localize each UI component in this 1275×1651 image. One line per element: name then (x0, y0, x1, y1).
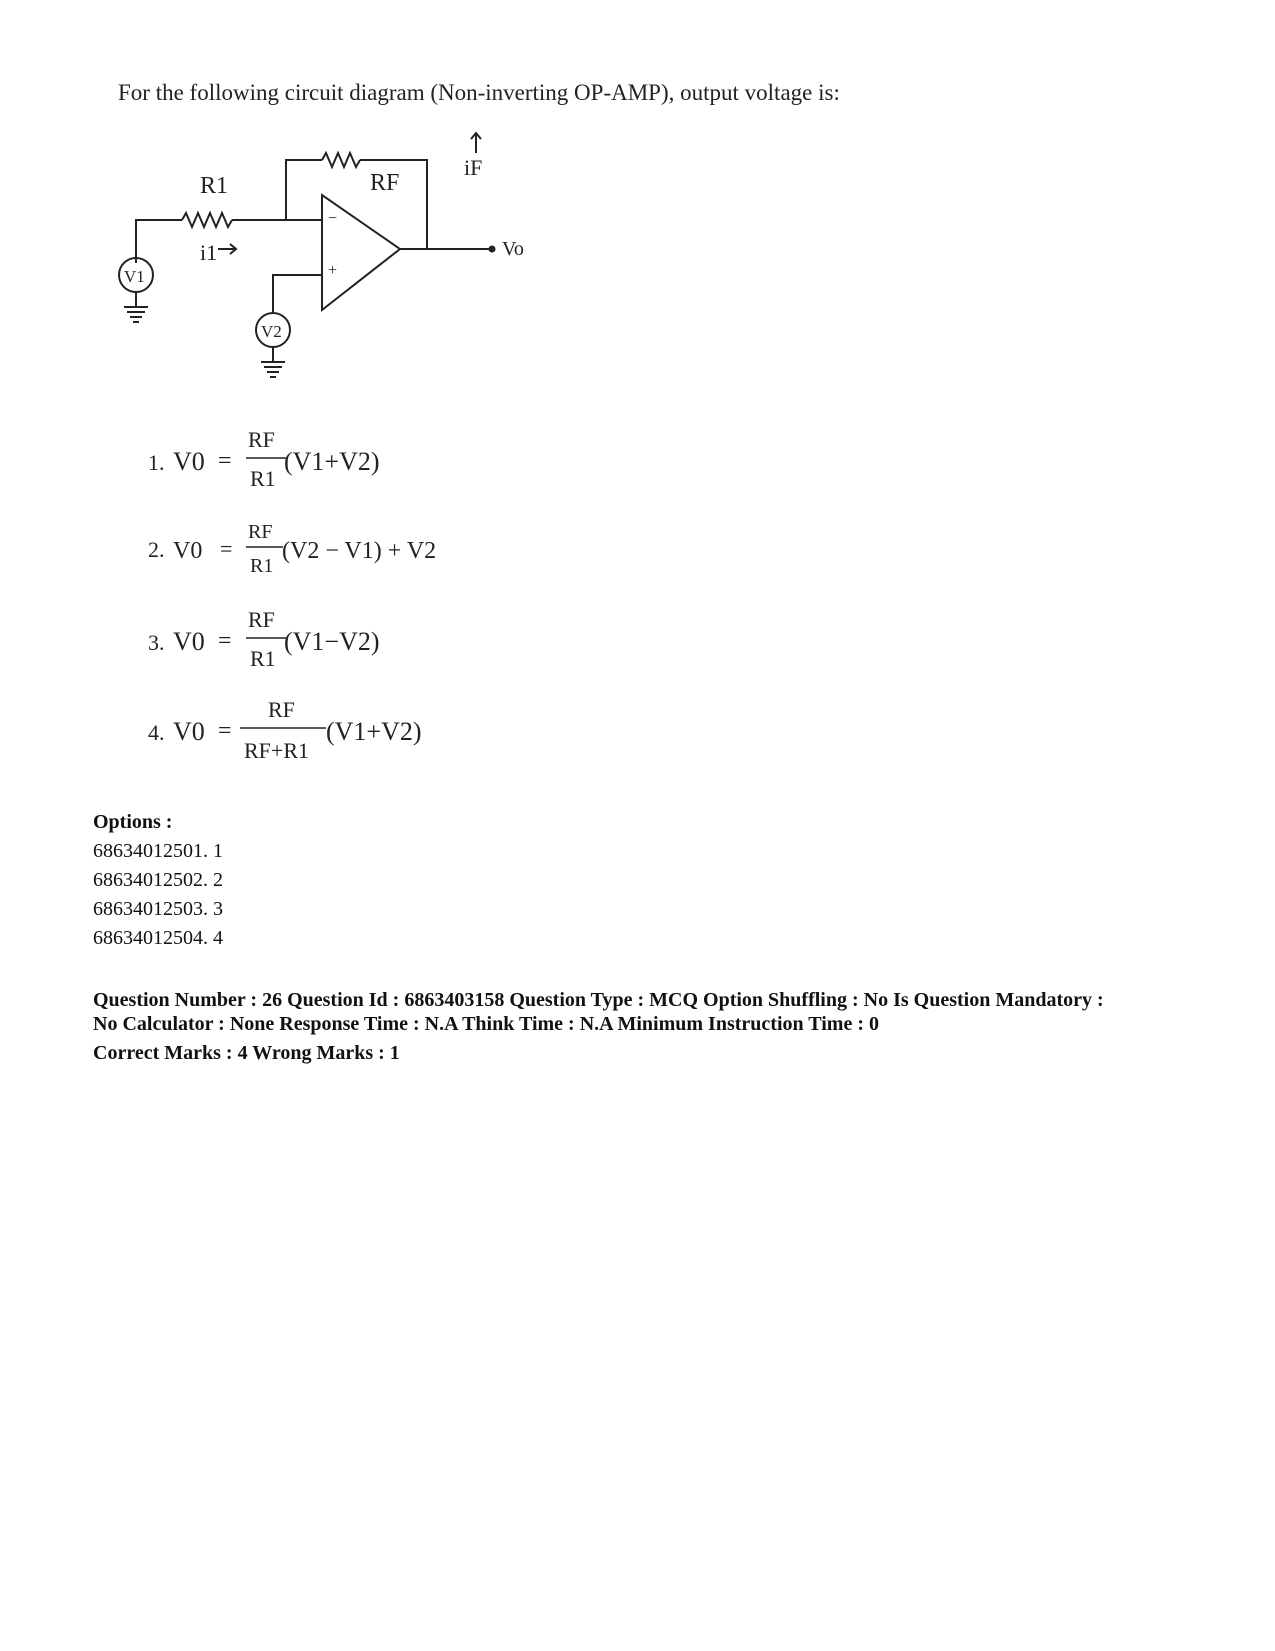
label-v1: V1 (124, 267, 145, 286)
option-item: 68634012503. 3 (93, 898, 223, 920)
formula-number: 4. (148, 720, 165, 745)
formula-number: 1. (148, 450, 165, 475)
formula-denominator: R1 (250, 466, 276, 491)
formula-numerator: RF (248, 607, 275, 632)
formula-rhs: (V1+V2) (326, 717, 422, 746)
r1-resistor (182, 213, 232, 227)
formula-lhs: V0 (173, 717, 205, 746)
options-heading: Options : (93, 811, 173, 833)
question-text: For the following circuit diagram (Non-inverting OP-AMP), output voltage is: (118, 80, 840, 105)
label-vo: Vo (502, 238, 524, 260)
formula-denominator: R1 (250, 555, 274, 577)
formula-lhs: V0 (173, 447, 205, 476)
formula-numerator: RF (248, 427, 275, 452)
formula-denominator: RF+R1 (244, 738, 309, 763)
svg-text:=: = (218, 628, 232, 654)
label-v2: V2 (261, 322, 282, 341)
formula-rhs: (V2 − V1) + V2 (282, 538, 437, 564)
circuit-diagram (100, 125, 560, 415)
options-list (93, 808, 223, 953)
label-plus: + (328, 262, 338, 279)
question-meta (93, 988, 1203, 1036)
label-r1: R1 (200, 173, 229, 199)
option-item: 68634012501. 1 (93, 840, 223, 862)
formula-number: 3. (148, 630, 165, 655)
formula-number: 2. (148, 537, 165, 562)
svg-text:=: = (220, 536, 233, 561)
svg-text:=: = (218, 718, 232, 744)
rf-resistor (322, 153, 360, 167)
question-meta-line1: Question Number : 26 Question Id : 6863403158 Question Type : MCQ Option Shuffling : No Is Question Mandatory : (93, 989, 1104, 1011)
label-minus: − (328, 210, 338, 227)
output-node (489, 246, 496, 253)
formula-numerator: RF (268, 697, 295, 722)
label-rf: RF (370, 170, 400, 196)
v2-wire (273, 275, 322, 313)
label-i1: i1 (200, 240, 218, 265)
option-item: 68634012504. 4 (93, 927, 223, 949)
feedback-wire-left (286, 160, 322, 220)
svg-text:=: = (218, 448, 232, 474)
formula-lhs: V0 (173, 627, 205, 656)
formula-rhs: (V1+V2) (284, 447, 380, 476)
question-marks: Correct Marks : 4 Wrong Marks : 1 (93, 1042, 400, 1064)
v1-wire (136, 220, 182, 263)
formula-numerator: RF (248, 521, 273, 543)
question-meta-line2: No Calculator : None Response Time : N.A Think Time : N.A Minimum Instruction Time : 0 (93, 1013, 879, 1035)
formula-denominator: R1 (250, 646, 276, 671)
formula-lhs: V0 (173, 538, 203, 564)
label-if: iF (464, 155, 483, 180)
formula-rhs: (V1−V2) (284, 627, 380, 656)
option-item: 68634012502. 2 (93, 869, 223, 891)
